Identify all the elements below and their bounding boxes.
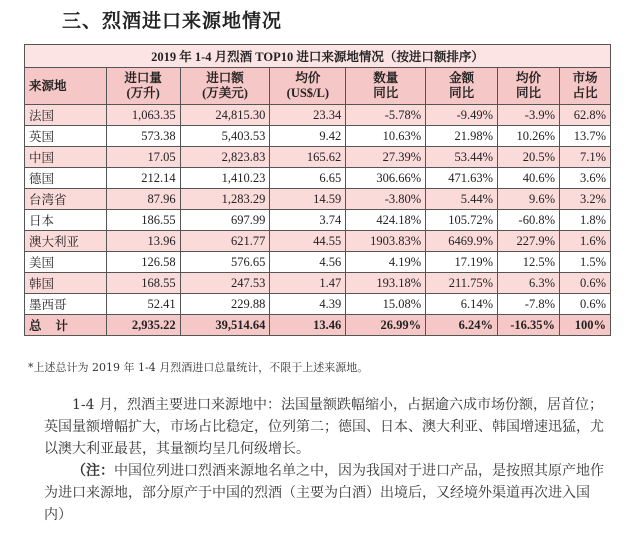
cell-price: 4.39	[270, 294, 346, 315]
cell-source: 台湾省	[25, 189, 107, 210]
table-row	[25, 147, 611, 168]
cell-val-yoy: 105.72%	[426, 210, 498, 231]
table-row	[25, 126, 611, 147]
cell-price-yoy: 20.5%	[498, 147, 560, 168]
cell-source: 韩国	[25, 273, 107, 294]
cell-price: 23.34	[270, 105, 346, 126]
cell-volume: 17.05	[106, 147, 180, 168]
cell-price-yoy: 227.9%	[498, 231, 560, 252]
cell-volume: 573.38	[106, 126, 180, 147]
cell-source: 英国	[25, 126, 107, 147]
cell-vol-yoy: -5.78%	[346, 105, 426, 126]
cell-price-yoy: -16.35%	[498, 315, 560, 336]
table-row	[25, 273, 611, 294]
cell-source: 中国	[25, 147, 107, 168]
cell-value: 24,815.30	[180, 105, 270, 126]
cell-source: 总计	[25, 315, 107, 336]
table-caption: 2019 年 1-4 月烈酒 TOP10 进口来源地情况（按进口额排序）	[25, 45, 611, 68]
cell-volume: 212.14	[106, 168, 180, 189]
column-header-line2: (万升)	[126, 86, 160, 100]
section-title: 三、烈酒进口来源地情况	[62, 10, 283, 32]
cell-source: 法国	[25, 105, 107, 126]
cell-value: 229.88	[180, 294, 270, 315]
cell-share: 0.6%	[560, 273, 611, 294]
table-row	[25, 252, 611, 273]
column-header	[270, 68, 346, 105]
table-row	[25, 231, 611, 252]
cell-vol-yoy: 27.39%	[346, 147, 426, 168]
cell-volume: 2,935.22	[106, 315, 180, 336]
cell-value: 697.99	[180, 210, 270, 231]
column-header	[25, 68, 107, 105]
table-row	[25, 189, 611, 210]
column-header-line1: 进口量	[124, 71, 162, 85]
column-header	[560, 68, 611, 105]
cell-price: 13.46	[270, 315, 346, 336]
cell-vol-yoy: 424.18%	[346, 210, 426, 231]
column-header-line2: (US$/L)	[286, 86, 330, 100]
cell-value: 576.65	[180, 252, 270, 273]
cell-price: 6.65	[270, 168, 346, 189]
cell-price: 44.55	[270, 231, 346, 252]
cell-value: 39,514.64	[180, 315, 270, 336]
cell-price: 14.59	[270, 189, 346, 210]
cell-share: 13.7%	[560, 126, 611, 147]
cell-price-yoy: 9.6%	[498, 189, 560, 210]
column-header-line2: (万美元)	[202, 86, 248, 100]
column-header-line2: 同比	[449, 86, 475, 100]
cell-volume: 52.41	[106, 294, 180, 315]
note-label: （注：	[72, 463, 114, 479]
cell-source: 日本	[25, 210, 107, 231]
cell-share: 62.8%	[560, 105, 611, 126]
cell-vol-yoy: 15.08%	[346, 294, 426, 315]
cell-price-yoy: 12.5%	[498, 252, 560, 273]
cell-price: 3.74	[270, 210, 346, 231]
cell-val-yoy: 21.98%	[426, 126, 498, 147]
cell-price-yoy: 6.3%	[498, 273, 560, 294]
cell-price-yoy: -3.9%	[498, 105, 560, 126]
cell-val-yoy: 53.44%	[426, 147, 498, 168]
column-header	[106, 68, 180, 105]
cell-share: 1.6%	[560, 231, 611, 252]
cell-vol-yoy: 4.19%	[346, 252, 426, 273]
column-header-line1: 均价	[516, 71, 542, 85]
cell-val-yoy: 6.24%	[426, 315, 498, 336]
cell-price: 4.56	[270, 252, 346, 273]
cell-val-yoy: 6.14%	[426, 294, 498, 315]
cell-share: 1.5%	[560, 252, 611, 273]
cell-volume: 126.58	[106, 252, 180, 273]
cell-price-yoy: -7.8%	[498, 294, 560, 315]
cell-vol-yoy: 10.63%	[346, 126, 426, 147]
note-text: 中国位列进口烈酒来源地名单之中，因为我国对于进口产品，是按照其原产地作为进口来源地，部分原产于中国的烈酒（主要为白酒）出境后，又经境外渠道再次进入国内）	[44, 463, 604, 523]
cell-value: 247.53	[180, 273, 270, 294]
column-header	[180, 68, 270, 105]
cell-vol-yoy: 26.99%	[346, 315, 426, 336]
column-header	[498, 68, 560, 105]
column-header-line1: 市场	[572, 71, 598, 85]
cell-source: 澳大利亚	[25, 231, 107, 252]
cell-volume: 186.55	[106, 210, 180, 231]
table-row	[25, 168, 611, 189]
spirits-import-table	[24, 44, 611, 336]
cell-vol-yoy: 306.66%	[346, 168, 426, 189]
table-footnote: *上述总计为 2019 年 1-4 月烈酒进口总量统计，不限于上述来源地。	[28, 361, 369, 374]
cell-share: 3.2%	[560, 189, 611, 210]
column-header	[346, 68, 426, 105]
cell-val-yoy: 5.44%	[426, 189, 498, 210]
cell-vol-yoy: 1903.83%	[346, 231, 426, 252]
table-row	[25, 210, 611, 231]
column-header-line1: 进口额	[206, 71, 244, 85]
cell-val-yoy: 17.19%	[426, 252, 498, 273]
cell-value: 621.77	[180, 231, 270, 252]
cell-share: 1.8%	[560, 210, 611, 231]
cell-volume: 87.96	[106, 189, 180, 210]
cell-price-yoy: -60.8%	[498, 210, 560, 231]
column-header-line1: 数量	[373, 71, 399, 85]
cell-share: 7.1%	[560, 147, 611, 168]
column-header-line2: 同比	[373, 86, 399, 100]
table-row	[25, 105, 611, 126]
cell-val-yoy: 6469.9%	[426, 231, 498, 252]
cell-value: 1,283.29	[180, 189, 270, 210]
total-row	[25, 315, 611, 336]
cell-value: 2,823.83	[180, 147, 270, 168]
cell-source: 德国	[25, 168, 107, 189]
column-header-line1: 金额	[449, 71, 475, 85]
cell-val-yoy: 211.75%	[426, 273, 498, 294]
cell-source: 美国	[25, 252, 107, 273]
cell-share: 100%	[560, 315, 611, 336]
note-paragraph	[44, 460, 610, 526]
cell-source: 墨西哥	[25, 294, 107, 315]
column-header	[426, 68, 498, 105]
cell-share: 3.6%	[560, 168, 611, 189]
cell-vol-yoy: -3.80%	[346, 189, 426, 210]
cell-volume: 168.55	[106, 273, 180, 294]
column-header-line2: 占比	[572, 86, 598, 100]
cell-price-yoy: 40.6%	[498, 168, 560, 189]
column-header-line1: 来源地	[29, 78, 67, 93]
cell-value: 1,410.23	[180, 168, 270, 189]
cell-price: 1.47	[270, 273, 346, 294]
cell-value: 5,403.53	[180, 126, 270, 147]
analysis-paragraph: 1-4 月，烈酒主要进口来源地中：法国量额跌幅缩小，占据逾六成市场份额，居首位；英国量额增幅扩大，市场占比稳定，位列第二；德国、日本、澳大利亚、韩国增速迅猛，尤以澳大利亚最甚，其量额均呈几何级增长。	[44, 397, 604, 457]
column-header-line1: 均价	[295, 71, 321, 85]
cell-volume: 1,063.35	[106, 105, 180, 126]
cell-price: 165.62	[270, 147, 346, 168]
cell-vol-yoy: 193.18%	[346, 273, 426, 294]
cell-volume: 13.96	[106, 231, 180, 252]
column-header-line2: 同比	[516, 86, 542, 100]
cell-val-yoy: -9.49%	[426, 105, 498, 126]
cell-price: 9.42	[270, 126, 346, 147]
cell-share: 0.6%	[560, 294, 611, 315]
table-row	[25, 294, 611, 315]
cell-price-yoy: 10.26%	[498, 126, 560, 147]
cell-val-yoy: 471.63%	[426, 168, 498, 189]
